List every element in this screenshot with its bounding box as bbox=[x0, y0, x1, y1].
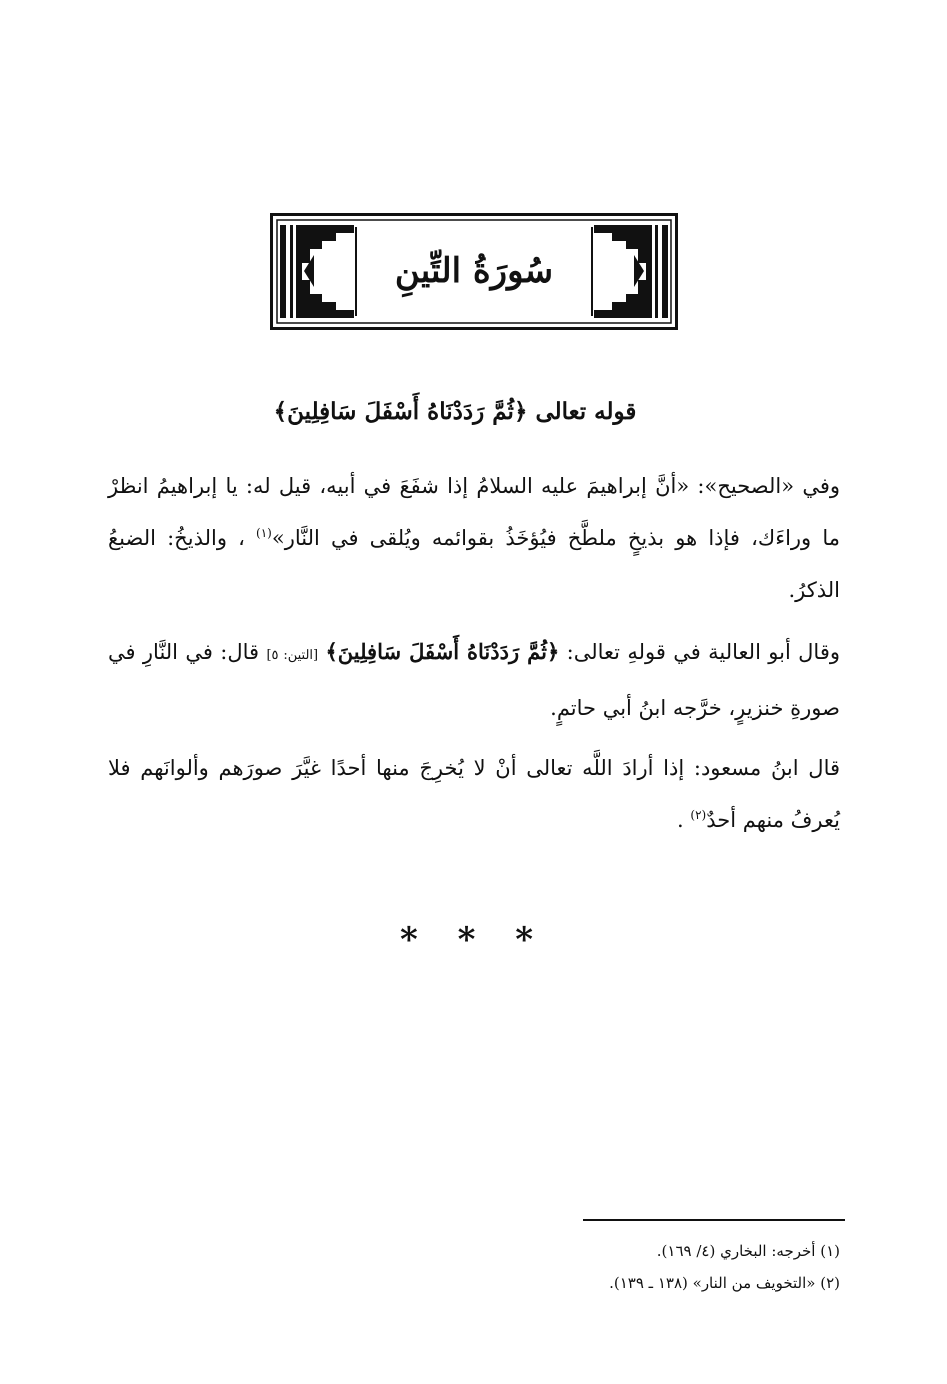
paragraph-abu-aliya bbox=[108, 626, 840, 734]
paragraph-abu-aliya-verse: ﴿ثُمَّ رَدَدْنَاهُ أَسْفَلَ سَافِلِينَ﴾ bbox=[325, 639, 560, 664]
footnote-2: (٢) «التخويف من النار» (١٣٨ ـ ١٣٩). bbox=[609, 1274, 840, 1292]
paragraph-abu-aliya-lead: وقال أبو العالية في قولهِ تعالى: bbox=[566, 640, 840, 664]
surah-title-frame bbox=[270, 213, 678, 330]
footnote-divider bbox=[583, 1219, 845, 1221]
paragraph-sahih bbox=[108, 460, 840, 616]
paragraph-ibn-masud bbox=[108, 742, 840, 846]
verse-reference: [التين: ٥] bbox=[266, 648, 319, 663]
section-separator: * * * bbox=[399, 920, 547, 960]
section-heading bbox=[240, 392, 670, 432]
paragraph-sahih-text: وفي «الصحيح»: «أنَّ إبراهيمَ عليه السلامُ إذا شفَعَ في أبيه، قيل له: يا إبراهيمُ انظرْ ما وراءَك، فإذا هو بذيخٍ ملطَّخ فيُؤخَذُ بقوائمه ويُلقى في النَّار» bbox=[108, 474, 840, 550]
paragraph-ibn-masud-tail: . bbox=[677, 808, 684, 832]
footnote-1: (١) أخرجه: البخاري (٤/ ١٦٩). bbox=[656, 1242, 840, 1260]
heading-verse: ﴿ثُمَّ رَدَدْنَاهُ أَسْفَلَ سَافِلِينَ﴾ bbox=[273, 398, 528, 425]
paragraph-sahih-tail: ، والذيخُ: الضبعُ الذكرُ. bbox=[108, 526, 840, 602]
footnote-mark-1[interactable]: (١) bbox=[256, 526, 272, 540]
footnote-mark-2[interactable]: (٢) bbox=[690, 808, 707, 822]
heading-prefix: قوله تعالى bbox=[535, 398, 637, 425]
paragraph-abu-aliya-tail: قال: في النَّارِ في صورةِ خنزيرٍ، خرَّجه ابنُ أبي حاتمٍ. bbox=[108, 640, 840, 720]
paragraph-ibn-masud-text: قال ابنُ مسعود: إذا أرادَ اللَّه تعالى أنْ لا يُخرِجَ منها أحدًا غيَّرَ صورَهم وألوانَهم فلا يُعرفُ منهم أحدٌ bbox=[108, 756, 840, 832]
surah-title: سُورَةُ التِّينِ bbox=[394, 251, 554, 291]
